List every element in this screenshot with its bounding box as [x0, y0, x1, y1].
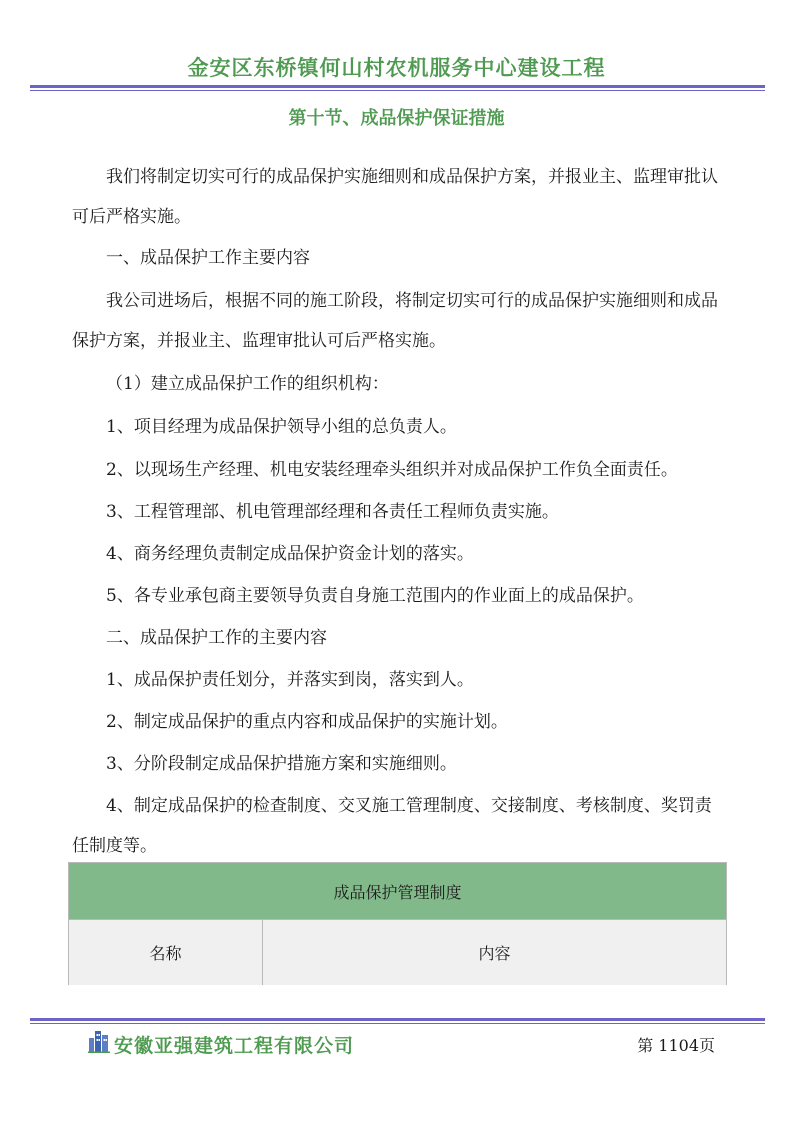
section-title: 第十节、成品保护保证措施: [288, 108, 505, 129]
header-rule: [30, 85, 765, 91]
body-paragraph: 3、分阶段制定成品保护措施方案和实施细则。: [106, 754, 457, 774]
body-paragraph: 2、制定成品保护的重点内容和成品保护的实施计划。: [106, 712, 508, 732]
page-header-title: 金安区东桥镇何山村农机服务中心建设工程: [187, 56, 606, 80]
body-paragraph: 5、各专业承包商主要领导负责自身施工范围内的作业面上的成品保护。: [106, 586, 644, 606]
body-paragraph: 1、项目经理为成品保护领导小组的总负责人。: [106, 417, 457, 437]
footer-company-name: 安徽亚强建筑工程有限公司: [114, 1035, 355, 1057]
body-paragraph: 我公司进场后，根据不同的施工阶段，将制定切实可行的成品保护实施细则和成品保护方案，并报业主、监理审批认可后严格实施。: [72, 291, 718, 351]
building-logo-icon: [88, 1029, 110, 1053]
body-paragraph: 我们将制定切实可行的成品保护实施细则和成品保护方案，并报业主、监理审批认可后严格实施。: [72, 167, 718, 227]
table-col-name: 名称: [69, 920, 263, 985]
body-paragraph: 4、商务经理负责制定成品保护资金计划的落实。: [106, 544, 474, 564]
body-paragraph: 3、工程管理部、机电管理部经理和各责任工程师负责实施。: [106, 502, 559, 522]
management-table: [68, 862, 727, 985]
table-col-content: 内容: [478, 944, 511, 963]
table-row: [69, 920, 726, 985]
body-paragraph: 一、成品保护工作主要内容: [106, 248, 310, 268]
body-paragraph: 二、成品保护工作的主要内容: [106, 628, 327, 648]
table-caption: 成品保护管理制度: [69, 863, 726, 920]
footer-rule: [30, 1018, 765, 1024]
body-paragraph: 1、成品保护责任划分，并落实到岗，落实到人。: [106, 670, 474, 690]
body-paragraph: 4、制定成品保护的检查制度、交叉施工管理制度、交接制度、考核制度、奖罚责任制度等。: [72, 796, 712, 856]
footer-page-number: 第 1104页: [637, 1036, 715, 1055]
body-paragraph: （1）建立成品保护工作的组织机构：: [106, 374, 389, 394]
body-paragraph: 2、以现场生产经理、机电安装经理牵头组织并对成品保护工作负全面责任。: [106, 460, 678, 480]
